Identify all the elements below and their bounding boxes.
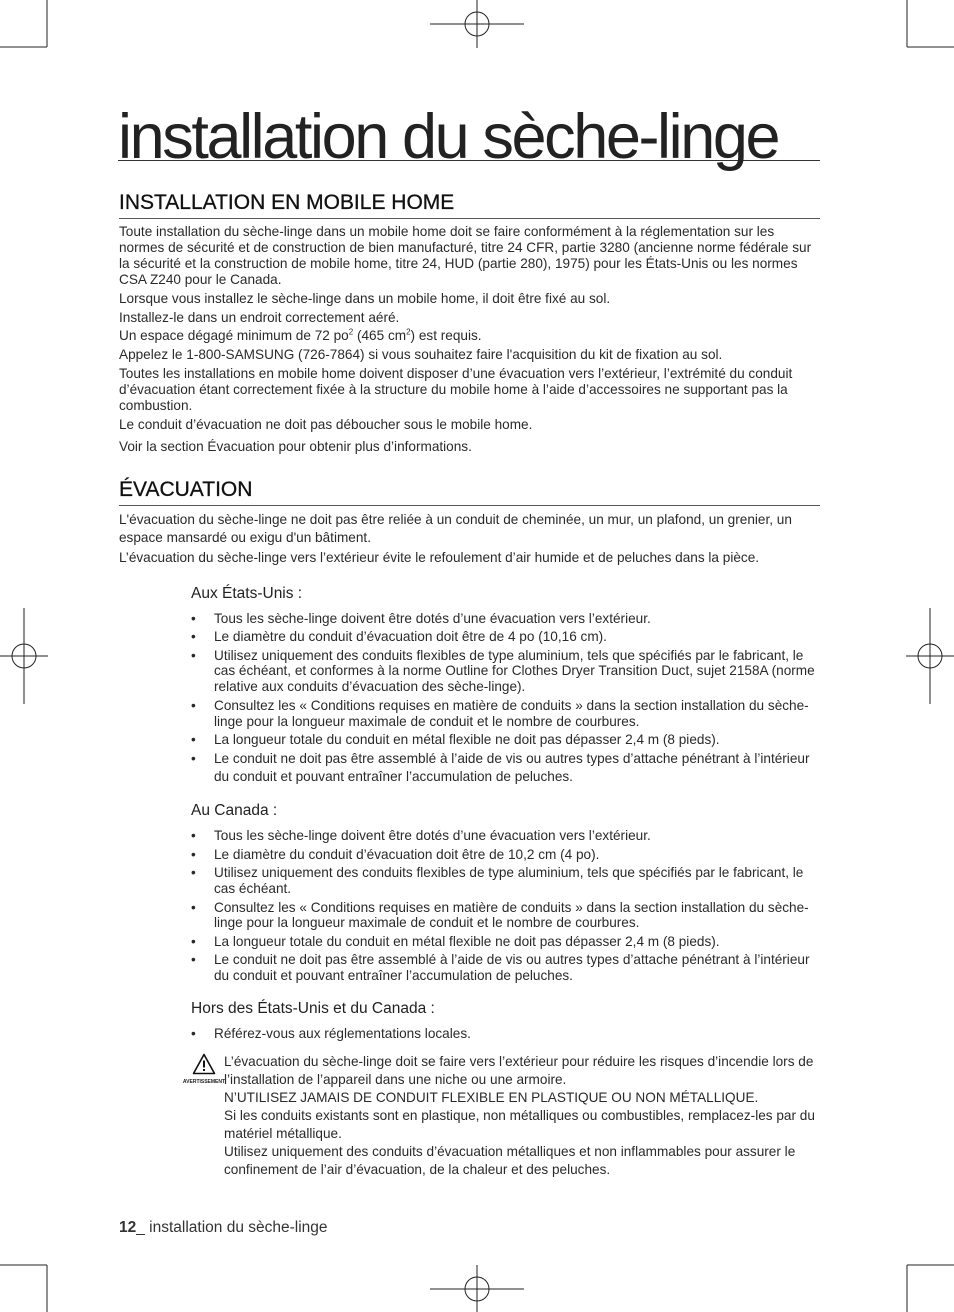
text: (465 cm — [353, 328, 407, 344]
list-item: • Utilisez uniquement des conduits flexibles de type aluminium, tels que spécifiés par le fabricant, le cas échéant. — [191, 865, 820, 897]
text: ) est requis. — [410, 328, 482, 344]
paragraph: Lorsque vous installez le sèche-linge dans un mobile home, il doit être fixé au sol. — [119, 290, 611, 306]
warning-line: N’UTILISEZ JAMAIS DE CONDUIT FLEXIBLE EN PLASTIQUE OU NON MÉTALLIQUE. — [224, 1090, 759, 1105]
bullet-list-other — [191, 1026, 820, 1042]
page-content — [119, 190, 820, 1179]
regions-block — [182, 584, 820, 1179]
paragraph: Voir la section Évacuation pour obtenir plus d’informations. — [119, 438, 472, 454]
region-heading-other: Hors des États-Unis et du Canada : — [191, 1000, 435, 1018]
warning-badge — [181, 1053, 227, 1085]
warning-line: L’évacuation du sèche-linge doit se faire vers l’extérieur pour réduire les risques d’incendie lors de l’installation de l’appareil dans une niche ou une armoire. — [224, 1054, 814, 1087]
list-item: • La longueur totale du conduit en métal flexible ne doit pas dépasser 2,4 m (8 pieds). — [191, 732, 820, 748]
paragraph: L'évacuation du sèche-linge ne doit pas être reliée à un conduit de cheminée, un mur, un plafond, un grenier, un espace mansardé ou exigu d'un bâtiment. — [119, 511, 792, 545]
superscript: 2 — [406, 327, 411, 337]
paragraph-clearance — [119, 328, 820, 344]
section-body-evacuation — [119, 511, 820, 566]
paragraph: Toutes les installations en mobile home doivent disposer d’une évacuation vers l’extérieur, l’extrémité du conduit d’évacuation étant correctement fixée à la structure du mobile home à l’aide d’accessoires ne supportant pas la combustion. — [119, 366, 793, 414]
warning-line: Si les conduits existants sont en plastique, non métalliques ou combustibles, remplacez-les par du matériel métallique. — [224, 1108, 815, 1141]
list-item: • Tous les sèche-linge doivent être dotés d’une évacuation vers l’extérieur. — [191, 611, 820, 627]
warning-line: Utilisez uniquement des conduits d’évacuation métalliques et non inflammables pour assurer le confinement de l’air d’évacuation, de la chaleur et des peluches. — [224, 1144, 796, 1177]
list-item: • Le conduit ne doit pas être assemblé à l’aide de vis ou autres types d’attache pénétrant à l’intérieur du conduit et pouvant entraîner l’accumulation de peluches. — [191, 952, 820, 984]
paragraph: Installez-le dans un endroit correctement aéré. — [119, 309, 400, 325]
list-item: • Le diamètre du conduit d’évacuation doit être de 4 po (10,16 cm). — [191, 629, 820, 645]
page-title: installation du sèche-linge — [118, 102, 820, 161]
warning-triangle-icon — [192, 1053, 216, 1075]
text: Un espace dégagé minimum de 72 po — [119, 328, 349, 344]
paragraph: Toute installation du sèche-linge dans un mobile home doit se faire conformément à la réglementation sur les normes de sécurité et de construction de bien manufacturé, titre 24 CFR, partie 3280 (ancienne norme fédérale sur la sécurité et la construction de mobile home, titre 24, HUD (partie 280), 1975) pour les États-Unis ou les normes CSA Z240 pour le Canada. — [119, 224, 812, 287]
section-body-mobile-home — [119, 224, 820, 455]
footer-text: _ installation du sèche-linge — [136, 1219, 328, 1236]
bullet-list-canada — [191, 828, 820, 984]
paragraph: Le conduit d’évacuation ne doit pas déboucher sous le mobile home. — [119, 416, 533, 432]
superscript: 2 — [348, 327, 354, 337]
warning-block — [119, 1053, 820, 1179]
list-item: • Le conduit ne doit pas être assemblé à l’aide de vis ou autres types d’attache pénétrant à l’intérieur du conduit et pouvant entraîner l’accumulation de peluches. — [191, 750, 820, 786]
list-item: • Le diamètre du conduit d’évacuation doit être de 10,2 cm (4 po). — [191, 847, 820, 863]
list-item: • La longueur totale du conduit en métal flexible ne doit pas dépasser 2,4 m (8 pieds). — [191, 934, 820, 950]
section-title-mobile-home: INSTALLATION EN MOBILE HOME — [119, 190, 820, 219]
page-footer — [119, 1219, 328, 1237]
paragraph: Appelez le 1-800-SAMSUNG (726-7864) si vous souhaitez faire l'acquisition du kit de fixation au sol. — [119, 347, 723, 363]
page-number: 12 — [119, 1219, 137, 1236]
paragraph: L’évacuation du sèche-linge vers l’extérieur évite le refoulement d’air humide et de peluches dans la pièce. — [119, 549, 760, 565]
list-item: • Référez-vous aux réglementations locales. — [191, 1026, 820, 1042]
bullet-list-usa — [191, 611, 820, 787]
warning-label: AVERTISSEMENT — [182, 1079, 226, 1085]
list-item: • Consultez les « Conditions requises en matière de conduits » dans la section installation du sèche-linge pour la longueur maximale de conduit et le nombre de courbures. — [191, 900, 820, 932]
list-item: • Tous les sèche-linge doivent être dotés d’une évacuation vers l’extérieur. — [191, 828, 820, 844]
section-title-evacuation: ÉVACUATION — [119, 477, 820, 506]
region-heading-canada: Au Canada : — [191, 802, 278, 820]
list-item: • Utilisez uniquement des conduits flexibles de type aluminium, tels que spécifiés par le fabricant, le cas échéant, et conformes à la norme Outline for Clothes Dryer Transition Duct, sujet 2158A (norme relative aux conduits d’évacuation des sèche-linge). — [191, 648, 820, 696]
list-item: • Consultez les « Conditions requises en matière de conduits » dans la section installation du sèche-linge pour la longueur maximale de conduit et le nombre de courbures. — [191, 698, 820, 730]
region-heading-usa: Aux États-Unis : — [191, 584, 303, 602]
